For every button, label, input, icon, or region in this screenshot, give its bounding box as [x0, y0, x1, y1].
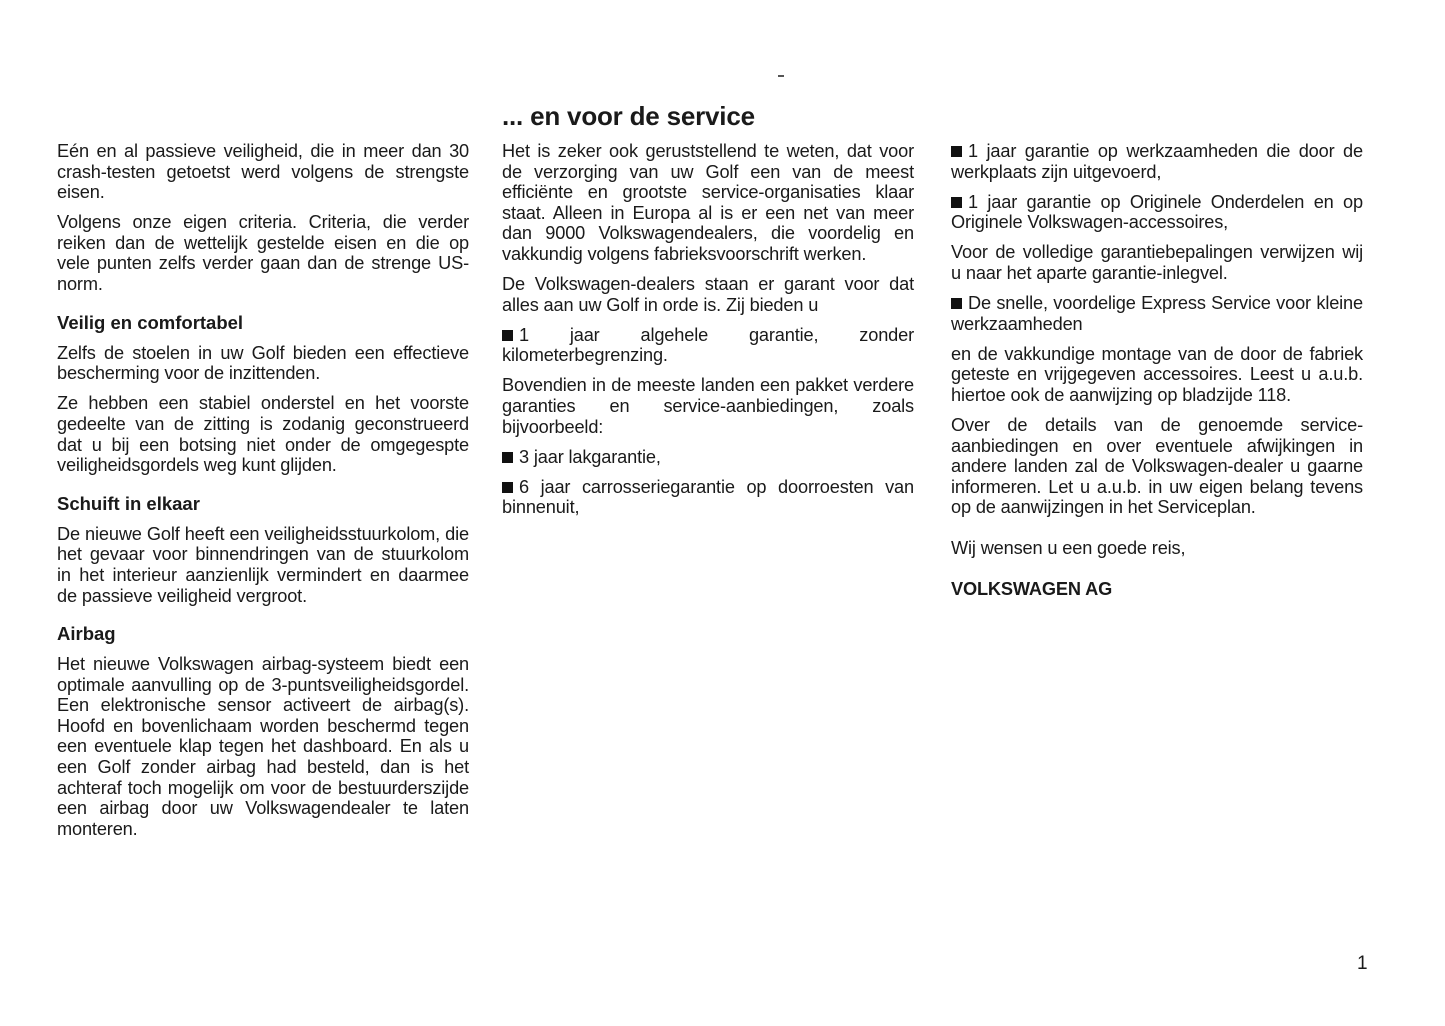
bullet-item: De snelle, voordelige Express Service voor kleine werkzaamheden [951, 293, 1363, 334]
paragraph: Bovendien in de meeste landen een pakket verdere garanties en service-aanbiedingen, zoals bijvoorbeeld: [502, 375, 914, 437]
signature: VOLKSWAGEN AG [951, 578, 1113, 599]
scan-mark [778, 75, 784, 77]
closing-greeting: Wij wensen u een goede reis, [951, 538, 1186, 558]
section-heading-veilig: Veilig en comfortabel [57, 311, 244, 333]
column-left [57, 141, 469, 849]
paragraph: Ze hebben een stabiel onderstel en het voorste gedeelte van de zitting is zodanig geconstrueerd dat u bij een botsing niet onder de omgegespte veiligheidsgordels weg kunt glijden. [57, 393, 469, 476]
bullet-item: 1 jaar garantie op Originele Onderdelen en op Originele Volkswagen-accessoires, [951, 191, 1363, 233]
bullet-item: 6 jaar carrosseriegarantie op doorroesten van binnenuit, [502, 476, 914, 518]
page-number: 1 [1357, 953, 1368, 974]
bullet-item: 3 jaar lakgarantie, [502, 447, 914, 468]
paragraph: Over de details van de genoemde service-aanbiedingen en over eventuele afwijkingen in andere landen zal de Volkswagen-dealer u gaarne informeren. Let u a.u.b. in uw eigen belang tevens op de aanwijzingen in het Serviceplan. [951, 415, 1363, 518]
section-heading-schuift: Schuift in elkaar [57, 492, 200, 514]
section-heading-airbag: Airbag [57, 623, 116, 645]
paragraph: Het is zeker ook geruststellend te weten, dat voor de verzorging van uw Golf een van de meest efficiënte en grootste service-organisaties klaar staat. Alleen in Europa al is er een net van meer dan 9000 Volkswagendealers, die voordelig en vakkundig volgens fabrieksvoorschrift werken. [502, 141, 914, 264]
bullet-item: 1 jaar algehele garantie, zonder kilometerbegrenzing. [502, 324, 914, 366]
column-middle [502, 141, 914, 528]
paragraph: Het nieuwe Volkswagen airbag-systeem biedt een optimale aanvulling op de 3-puntsveiligheidsgordel. Een elektronische sensor activeert de airbag(s). Hoofd en bovenlichaam worden beschermd tegen een eventuele klap tegen het dashboard. En als u een Golf zonder airbag had besteld, dan is het achteraf toch mogelijk om voor de bestuurderszijde een airbag door uw Volkswagendealer te laten monteren. [57, 654, 469, 839]
bullet-item: 1 jaar garantie op werkzaamheden die door de werkplaats zijn uitgevoerd, [951, 141, 1363, 182]
paragraph: De nieuwe Golf heeft een veiligheidsstuurkolom, die het gevaar voor binnendringen van de stuurkolom in het interieur aanzienlijk vermindert en daarmee de passieve veiligheid vergroot. [57, 523, 469, 606]
page-headline: ... en voor de service [502, 101, 755, 131]
paragraph: Zelfs de stoelen in uw Golf bieden een effectieve bescherming voor de inzittenden. [57, 342, 469, 384]
paragraph: De Volkswagen-dealers staan er garant voor dat alles aan uw Golf in orde is. Zij bieden u [502, 274, 914, 315]
paragraph: en de vakkundige montage van de door de fabriek geteste en vrijgegeven accessoires. Leest u a.u.b. hiertoe ook de aanwijzing op bladzijde 118. [951, 343, 1363, 405]
paragraph: Voor de volledige garantiebepalingen verwijzen wij u naar het aparte garantie-inlegvel. [951, 242, 1363, 283]
column-right [951, 141, 1363, 609]
paragraph: Eén en al passieve veiligheid, die in meer dan 30 crash-testen getoetst werd volgens de strengste eisen. [57, 141, 469, 203]
paragraph: Volgens onze eigen criteria. Criteria, die verder reiken dan de wettelijk gestelde eisen en die op vele punten zelfs verder gaan dan de strenge US-norm. [57, 212, 469, 295]
